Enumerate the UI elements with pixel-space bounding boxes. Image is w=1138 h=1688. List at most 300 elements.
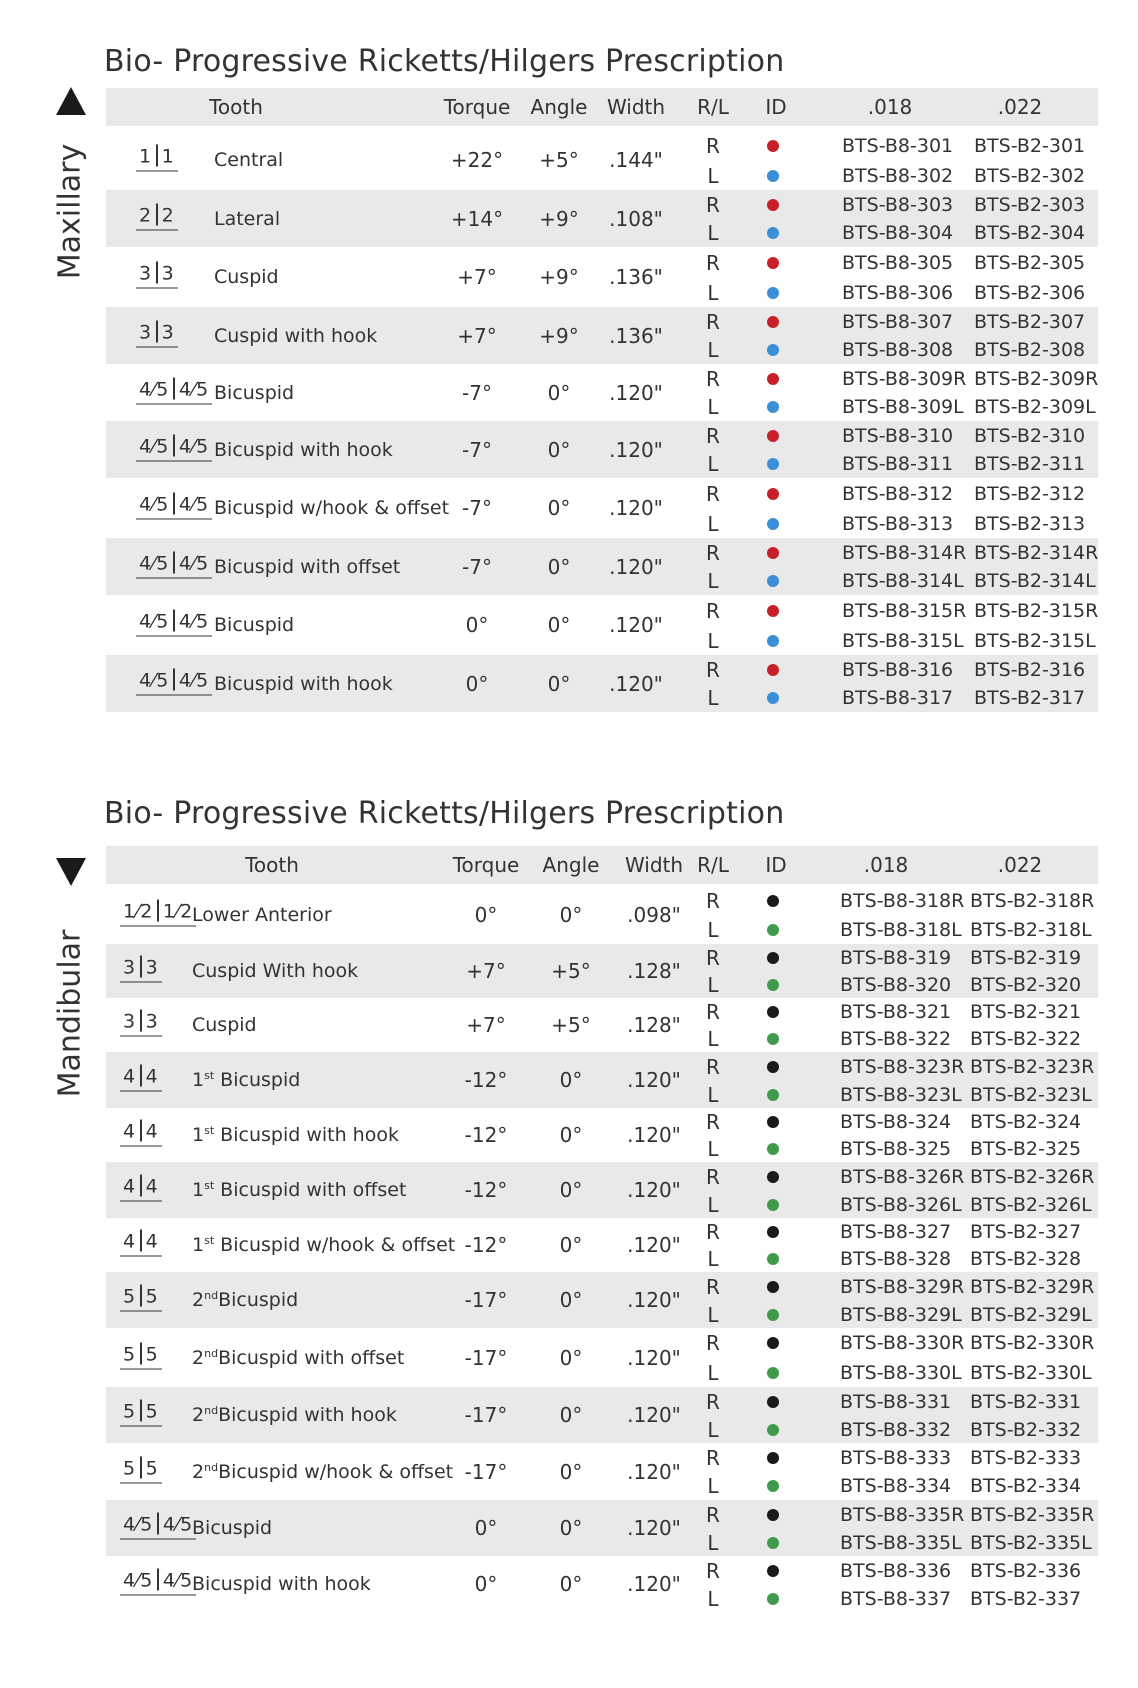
tooth-symbol-left: 5 bbox=[123, 1343, 137, 1365]
tooth-name-text: Cuspid bbox=[214, 266, 279, 288]
side-right-label: R bbox=[706, 250, 720, 275]
part-number-018-right: BTS-B8-336 bbox=[840, 1559, 952, 1582]
tooth-symbol-right: 5 bbox=[145, 1343, 159, 1365]
part-number-018-right: BTS-B8-319 bbox=[840, 947, 952, 970]
tooth-symbol-text bbox=[136, 203, 178, 230]
tooth-name-text: Bicuspid with hook bbox=[214, 1124, 399, 1147]
part-number-022-right: BTS-B2-330R bbox=[970, 1332, 1095, 1355]
torque-value: -7° bbox=[462, 437, 492, 462]
side-left-label: L bbox=[707, 1247, 719, 1272]
tooth-symbol-left: 3 bbox=[123, 1010, 137, 1033]
table-row bbox=[106, 1443, 1098, 1500]
tooth-symbol bbox=[120, 1120, 162, 1147]
tooth-symbol-left: 4⁄5 bbox=[139, 669, 170, 691]
part-number-018-right: BTS-B8-315R bbox=[842, 599, 967, 622]
tooth-name-text: Bicuspid with hook bbox=[192, 1573, 371, 1595]
table-header bbox=[106, 846, 1098, 884]
tooth-symbol-text bbox=[120, 1285, 162, 1312]
tooth-symbol-right: 4⁄5 bbox=[178, 435, 210, 457]
tooth-symbol bbox=[120, 1513, 196, 1540]
tooth-symbol-text bbox=[120, 1456, 162, 1483]
angle-value: +9° bbox=[539, 206, 579, 231]
id-dot-icon bbox=[767, 170, 779, 182]
header-022: .022 bbox=[997, 853, 1043, 877]
tooth-symbol-text bbox=[120, 900, 196, 927]
part-number-018-left: BTS-B8-335L bbox=[840, 1531, 962, 1554]
tooth-symbol-divider bbox=[140, 1065, 142, 1087]
part-number-022-left: BTS-B2-304 bbox=[974, 222, 1086, 245]
part-number-018-right: BTS-B8-330R bbox=[840, 1332, 965, 1355]
id-dot-icon bbox=[767, 1565, 779, 1577]
id-dot-icon bbox=[767, 316, 779, 328]
tooth-symbol-left: 4⁄5 bbox=[139, 610, 170, 633]
part-number-018-right: BTS-B8-305 bbox=[842, 251, 954, 274]
tooth-symbol-divider bbox=[140, 1230, 142, 1252]
id-dot-icon bbox=[767, 1367, 779, 1379]
id-dot-icon bbox=[767, 895, 779, 907]
id-dot-icon bbox=[767, 430, 779, 442]
ordinal-number: 2 bbox=[192, 1460, 205, 1483]
ordinal-number: 1 bbox=[192, 1124, 205, 1147]
tooth-symbol-right: 1 bbox=[161, 145, 175, 168]
tooth-name-text: Lateral bbox=[214, 207, 281, 230]
tooth-name bbox=[192, 1460, 453, 1482]
tooth-symbol-right: 4⁄5 bbox=[162, 1569, 194, 1592]
header-angle: Angle bbox=[530, 95, 588, 119]
ordinal-number: 1 bbox=[192, 1069, 205, 1092]
tooth-symbol-right: 3 bbox=[145, 956, 159, 979]
part-number-018-left: BTS-B8-323L bbox=[840, 1083, 962, 1106]
table-row bbox=[106, 247, 1098, 307]
ordinal-suffix: nd bbox=[204, 1288, 219, 1302]
part-number-022-left: BTS-B2-337 bbox=[970, 1587, 1082, 1610]
maxillary-side-label: Maxillary bbox=[52, 143, 88, 280]
id-dot-icon bbox=[767, 1089, 779, 1101]
id-dot-icon bbox=[767, 1226, 779, 1238]
tooth-symbol-divider bbox=[157, 900, 159, 922]
part-number-018-right: BTS-B8-314R bbox=[842, 541, 967, 564]
ordinal-suffix: nd bbox=[204, 1460, 219, 1474]
part-number-018-left: BTS-B8-302 bbox=[842, 164, 954, 187]
header-018: .018 bbox=[863, 853, 909, 877]
tooth-symbol-text bbox=[120, 1010, 162, 1037]
part-number-018-left: BTS-B8-329L bbox=[840, 1303, 962, 1326]
table-row bbox=[106, 1108, 1098, 1162]
torque-value: -17° bbox=[464, 1459, 508, 1484]
header-022: .022 bbox=[997, 95, 1043, 119]
tooth-name-text: Cuspid bbox=[192, 1014, 257, 1036]
table-row bbox=[106, 130, 1098, 190]
id-dot-icon bbox=[767, 257, 779, 269]
tooth-symbol-right: 4⁄5 bbox=[178, 378, 210, 400]
tooth-symbol bbox=[120, 1569, 196, 1596]
part-number-018-right: BTS-B8-333 bbox=[840, 1446, 952, 1469]
part-number-018-left: BTS-B8-326L bbox=[840, 1193, 962, 1216]
tooth-name bbox=[214, 325, 377, 347]
width-value: .144" bbox=[609, 148, 663, 172]
side-left-label: L bbox=[707, 1082, 719, 1107]
side-left-label: L bbox=[707, 1417, 719, 1442]
tooth-name bbox=[192, 1573, 371, 1595]
part-number-022-left: BTS-B2-329L bbox=[970, 1303, 1092, 1326]
torque-value: +7° bbox=[466, 1013, 506, 1037]
width-value: .098" bbox=[627, 903, 681, 927]
part-number-022-left: BTS-B2-318L bbox=[970, 919, 1092, 942]
side-right-label: R bbox=[706, 1389, 720, 1414]
tooth-symbol-right: 3 bbox=[145, 1010, 159, 1033]
tooth-symbol-text bbox=[120, 1342, 162, 1369]
header-tooth: Tooth bbox=[209, 95, 263, 119]
tooth-symbol bbox=[136, 551, 212, 578]
id-dot-icon bbox=[767, 1593, 779, 1605]
side-right-label: R bbox=[706, 1274, 720, 1299]
id-dot-icon bbox=[767, 1452, 779, 1464]
id-dot-icon bbox=[767, 1006, 779, 1018]
tooth-name bbox=[214, 614, 294, 636]
part-number-022-left: BTS-B2-330L bbox=[970, 1361, 1092, 1384]
table-row bbox=[106, 1272, 1098, 1328]
tooth-name-text: Bicuspid with offset bbox=[214, 555, 401, 578]
tooth-symbol bbox=[120, 956, 162, 983]
tooth-symbol-divider bbox=[157, 1569, 159, 1591]
side-right-label: R bbox=[706, 309, 720, 334]
tooth-symbol-text bbox=[120, 1400, 162, 1427]
ordinal-suffix: st bbox=[204, 1123, 215, 1137]
width-value: .120" bbox=[627, 1516, 681, 1540]
header-rl: R/L bbox=[697, 95, 729, 119]
tooth-symbol-divider bbox=[173, 610, 175, 632]
part-number-018-right: BTS-B8-307 bbox=[842, 310, 954, 333]
part-number-022-left: BTS-B2-320 bbox=[970, 974, 1082, 997]
part-number-018-left: BTS-B8-304 bbox=[842, 222, 954, 245]
table-row bbox=[106, 1052, 1098, 1108]
id-dot-icon bbox=[767, 458, 779, 470]
side-left-label: L bbox=[707, 918, 719, 943]
ordinal-number: 2 bbox=[192, 1289, 205, 1312]
width-value: .128" bbox=[627, 1013, 681, 1037]
tooth-symbol bbox=[136, 262, 178, 289]
part-number-022-right: BTS-B2-307 bbox=[974, 310, 1086, 333]
tooth-name-text: Lower Anterior bbox=[192, 904, 332, 926]
tooth-symbol-left: 1 bbox=[139, 145, 153, 168]
width-value: .120" bbox=[627, 1288, 681, 1312]
width-value: .136" bbox=[609, 323, 663, 348]
tooth-symbol-divider bbox=[156, 262, 158, 284]
tooth-name-text: Bicuspid with hook bbox=[214, 438, 393, 461]
part-number-022-left: BTS-B2-308 bbox=[974, 339, 1086, 362]
tooth-symbol-text bbox=[136, 377, 212, 404]
width-value: .108" bbox=[609, 206, 663, 231]
part-number-018-right: BTS-B8-312 bbox=[842, 482, 954, 505]
tooth-symbol-right: 4 bbox=[145, 1175, 159, 1198]
table-row bbox=[106, 886, 1098, 944]
tooth-name-text: Bicuspid with hook bbox=[214, 672, 393, 695]
id-dot-icon bbox=[767, 199, 779, 211]
part-number-022-left: BTS-B2-309L bbox=[974, 396, 1096, 419]
part-number-018-left: BTS-B8-334 bbox=[840, 1475, 952, 1498]
header-width: Width bbox=[624, 853, 684, 877]
header-angle: Angle bbox=[542, 853, 600, 877]
angle-value: 0° bbox=[547, 554, 571, 579]
torque-value: -12° bbox=[464, 1068, 508, 1092]
ordinal-number: 1 bbox=[192, 1234, 205, 1257]
tooth-name bbox=[214, 673, 393, 695]
tooth-name-text: Central bbox=[214, 149, 284, 171]
id-dot-icon bbox=[767, 979, 779, 991]
part-number-018-left: BTS-B8-311 bbox=[842, 453, 954, 476]
part-number-022-left: BTS-B2-314L bbox=[974, 570, 1096, 593]
tooth-symbol-text bbox=[136, 668, 212, 695]
table-row bbox=[106, 538, 1098, 595]
tooth-symbol bbox=[120, 1175, 162, 1202]
tooth-name bbox=[192, 1124, 399, 1146]
tooth-symbol bbox=[136, 610, 212, 637]
angle-value: 0° bbox=[547, 380, 571, 405]
tooth-symbol-left: 5 bbox=[123, 1285, 137, 1308]
id-dot-icon bbox=[767, 1171, 779, 1183]
tooth-name bbox=[192, 960, 358, 982]
width-value: .120" bbox=[627, 1068, 681, 1092]
tooth-symbol-left: 4⁄5 bbox=[139, 493, 170, 516]
triangle-down-icon bbox=[56, 858, 86, 886]
id-dot-icon bbox=[767, 401, 779, 413]
tooth-name-text: Bicuspid w/hook & offset bbox=[214, 497, 450, 519]
tooth-symbol-right: 5 bbox=[145, 1285, 159, 1308]
tooth-symbol bbox=[120, 1010, 162, 1037]
side-right-label: R bbox=[706, 1110, 720, 1135]
tooth-symbol-right: 4⁄5 bbox=[178, 669, 210, 691]
tooth-name-text: Bicuspid w/hook & offset bbox=[218, 1460, 454, 1483]
tooth-symbol-divider bbox=[156, 203, 158, 225]
tooth-symbol-text bbox=[136, 320, 178, 347]
part-number-018-right: BTS-B8-316 bbox=[842, 658, 954, 681]
torque-value: 0° bbox=[474, 1572, 498, 1596]
torque-value: +7° bbox=[457, 323, 497, 348]
maxillary-title: Bio- Progressive Ricketts/Hilgers Prescription bbox=[104, 44, 785, 79]
table-row bbox=[106, 190, 1098, 247]
side-right-label: R bbox=[706, 1164, 720, 1189]
part-number-018-right: BTS-B8-331 bbox=[840, 1390, 952, 1413]
part-number-022-left: BTS-B2-302 bbox=[974, 164, 1086, 187]
width-value: .120" bbox=[627, 1178, 681, 1202]
side-right-label: R bbox=[706, 133, 720, 158]
angle-value: 0° bbox=[559, 1178, 583, 1202]
tooth-symbol-right: 4⁄5 bbox=[178, 610, 210, 633]
torque-value: +7° bbox=[457, 265, 497, 289]
angle-value: 0° bbox=[559, 1572, 583, 1596]
tooth-name-text: Bicuspid with hook bbox=[218, 1404, 397, 1427]
tooth-name-text: Bicuspid with offset bbox=[214, 1179, 407, 1202]
tooth-name-text: Bicuspid bbox=[218, 1289, 299, 1312]
side-left-label: L bbox=[707, 395, 719, 420]
side-right-label: R bbox=[706, 192, 720, 217]
tooth-symbol-divider bbox=[140, 1010, 142, 1032]
side-left-label: L bbox=[707, 1302, 719, 1327]
side-left-label: L bbox=[707, 280, 719, 305]
part-number-018-right: BTS-B8-329R bbox=[840, 1275, 965, 1298]
tooth-symbol bbox=[120, 1285, 162, 1312]
tooth-name bbox=[192, 1014, 257, 1036]
part-number-018-left: BTS-B8-337 bbox=[840, 1587, 952, 1610]
tooth-symbol bbox=[136, 377, 212, 404]
angle-value: +5° bbox=[551, 959, 591, 983]
header-rl: R/L bbox=[697, 853, 729, 877]
ordinal-suffix: st bbox=[204, 1233, 215, 1247]
tooth-name bbox=[192, 1346, 404, 1368]
tooth-symbol-text bbox=[136, 493, 212, 520]
table-row bbox=[106, 364, 1098, 421]
tooth-symbol-left: 4⁄5 bbox=[139, 435, 170, 457]
id-dot-icon bbox=[767, 924, 779, 936]
id-dot-icon bbox=[767, 1143, 779, 1155]
tooth-symbol-divider bbox=[173, 434, 175, 456]
tooth-symbol-text bbox=[136, 145, 178, 172]
tooth-name bbox=[192, 1234, 455, 1256]
id-dot-icon bbox=[767, 1061, 779, 1073]
torque-value: 0° bbox=[465, 613, 489, 637]
tooth-symbol-left: 4⁄5 bbox=[139, 378, 170, 400]
table-row bbox=[106, 1328, 1098, 1387]
ordinal-number: 1 bbox=[192, 1179, 205, 1202]
table-row bbox=[106, 595, 1098, 655]
side-right-label: R bbox=[706, 1445, 720, 1470]
part-number-022-right: BTS-B2-315R bbox=[974, 599, 1099, 622]
mandibular-title: Bio- Progressive Ricketts/Hilgers Prescription bbox=[104, 796, 785, 831]
tooth-symbol-divider bbox=[156, 145, 158, 167]
part-number-022-right: BTS-B2-319 bbox=[970, 947, 1082, 970]
header-tooth: Tooth bbox=[245, 853, 299, 877]
tooth-symbol bbox=[136, 145, 178, 172]
tooth-symbol-divider bbox=[140, 1285, 142, 1307]
side-left-label: L bbox=[707, 1474, 719, 1499]
angle-value: 0° bbox=[559, 1345, 583, 1370]
torque-value: 0° bbox=[474, 903, 498, 927]
width-value: .128" bbox=[627, 959, 681, 983]
width-value: .120" bbox=[627, 1233, 681, 1257]
part-number-022-left: BTS-B2-334 bbox=[970, 1475, 1082, 1498]
torque-value: -7° bbox=[462, 380, 492, 405]
tooth-name-text: Bicuspid bbox=[214, 1069, 301, 1092]
header-id: ID bbox=[765, 853, 787, 877]
angle-value: +9° bbox=[539, 265, 579, 289]
tooth-symbol-left: 3 bbox=[123, 956, 137, 979]
torque-value: +14° bbox=[450, 206, 504, 231]
tooth-symbol-divider bbox=[173, 668, 175, 690]
side-left-label: L bbox=[707, 1027, 719, 1052]
part-number-018-left: BTS-B8-306 bbox=[842, 281, 954, 304]
tooth-name-text: Cuspid With hook bbox=[192, 960, 359, 982]
part-number-018-left: BTS-B8-313 bbox=[842, 512, 954, 535]
part-number-018-left: BTS-B8-325 bbox=[840, 1138, 952, 1161]
width-value: .120" bbox=[627, 1403, 681, 1427]
tooth-symbol bbox=[136, 493, 212, 520]
ordinal-number: 2 bbox=[192, 1346, 205, 1369]
tooth-symbol-divider bbox=[173, 377, 175, 399]
id-dot-icon bbox=[767, 664, 779, 676]
part-number-018-right: BTS-B8-324 bbox=[840, 1111, 952, 1134]
part-number-022-left: BTS-B2-335L bbox=[970, 1531, 1092, 1554]
tooth-symbol-divider bbox=[140, 1120, 142, 1142]
angle-value: 0° bbox=[559, 1459, 583, 1484]
angle-value: 0° bbox=[547, 437, 571, 462]
header-torque: Torque bbox=[443, 95, 511, 119]
torque-value: -7° bbox=[462, 554, 492, 579]
tooth-symbol bbox=[120, 1230, 162, 1257]
tooth-name-text: Bicuspid bbox=[214, 381, 295, 404]
part-number-018-left: BTS-B8-330L bbox=[840, 1361, 962, 1384]
table-row bbox=[106, 1218, 1098, 1272]
tooth-symbol-text bbox=[120, 956, 162, 983]
part-number-022-right: BTS-B2-333 bbox=[970, 1446, 1082, 1469]
id-dot-icon bbox=[767, 344, 779, 356]
part-number-018-right: BTS-B8-321 bbox=[840, 1001, 952, 1024]
side-left-label: L bbox=[707, 973, 719, 998]
tooth-symbol bbox=[136, 668, 212, 695]
tooth-symbol-text bbox=[136, 551, 212, 578]
torque-value: -12° bbox=[464, 1233, 508, 1257]
header-id: ID bbox=[765, 95, 787, 119]
part-number-018-left: BTS-B8-318L bbox=[840, 919, 962, 942]
part-number-022-right: BTS-B2-309R bbox=[974, 367, 1099, 390]
part-number-022-left: BTS-B2-322 bbox=[970, 1028, 1082, 1051]
side-right-label: R bbox=[706, 481, 720, 506]
header-torque: Torque bbox=[452, 853, 520, 877]
id-dot-icon bbox=[767, 1537, 779, 1549]
tooth-symbol-left: 4 bbox=[123, 1065, 137, 1088]
part-number-018-left: BTS-B8-315L bbox=[842, 629, 964, 652]
torque-value: 0° bbox=[474, 1516, 498, 1540]
id-dot-icon bbox=[767, 1396, 779, 1408]
angle-value: 0° bbox=[559, 1516, 583, 1540]
angle-value: 0° bbox=[559, 1068, 583, 1092]
tooth-symbol-left: 2 bbox=[139, 204, 153, 226]
part-number-022-right: BTS-B2-331 bbox=[970, 1390, 1082, 1413]
tooth-symbol-left: 4 bbox=[123, 1175, 137, 1198]
width-value: .120" bbox=[627, 1345, 681, 1370]
side-left-label: L bbox=[707, 569, 719, 594]
tooth-symbol-right: 4 bbox=[145, 1120, 159, 1143]
ordinal-suffix: st bbox=[204, 1068, 215, 1082]
part-number-022-right: BTS-B2-316 bbox=[974, 658, 1086, 681]
tooth-name bbox=[214, 266, 279, 288]
id-dot-icon bbox=[767, 1337, 779, 1349]
tooth-symbol-left: 4⁄5 bbox=[139, 552, 170, 574]
table-row bbox=[106, 998, 1098, 1052]
angle-value: +9° bbox=[539, 323, 579, 348]
id-dot-icon bbox=[767, 1424, 779, 1436]
tooth-symbol-divider bbox=[140, 1342, 142, 1364]
width-value: .120" bbox=[609, 380, 663, 405]
tooth-symbol-left: 5 bbox=[123, 1400, 137, 1423]
side-right-label: R bbox=[706, 1054, 720, 1079]
table-row bbox=[106, 421, 1098, 478]
tooth-symbol-divider bbox=[140, 956, 142, 978]
tooth-symbol-right: 4 bbox=[145, 1065, 159, 1088]
part-number-022-right: BTS-B2-310 bbox=[974, 424, 1086, 447]
tooth-symbol-right: 5 bbox=[145, 1457, 159, 1479]
tooth-name-text: Bicuspid with offset bbox=[218, 1346, 405, 1369]
width-value: .120" bbox=[609, 671, 663, 696]
tooth-symbol-right: 4 bbox=[145, 1230, 159, 1253]
tooth-name-text: Cuspid with hook bbox=[214, 324, 378, 347]
part-number-018-right: BTS-B8-327 bbox=[840, 1221, 952, 1244]
id-dot-icon bbox=[767, 518, 779, 530]
side-left-label: L bbox=[707, 1586, 719, 1611]
side-left-label: L bbox=[707, 221, 719, 246]
side-left-label: L bbox=[707, 1530, 719, 1555]
side-left-label: L bbox=[707, 1360, 719, 1385]
tooth-symbol-right: 4⁄5 bbox=[178, 552, 210, 574]
